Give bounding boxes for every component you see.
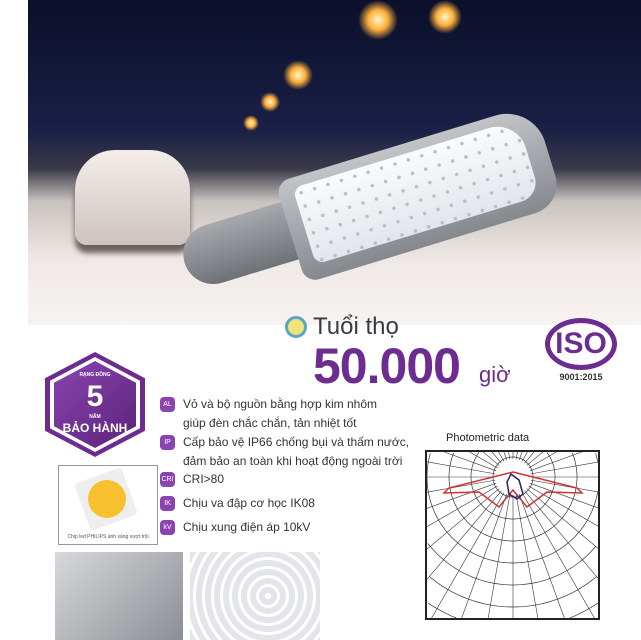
- feature-item: [160, 494, 315, 513]
- polar-grid-spoke: [530, 452, 582, 471]
- polar-grid-ring: [428, 544, 596, 586]
- polar-grid-spoke: [470, 452, 498, 468]
- feature-text: Cấp bảo vệ IP66 chống bụi và thấm nước,: [183, 435, 410, 449]
- polar-grid-spoke: [530, 483, 598, 508]
- lifetime-unit: giờ: [479, 362, 511, 387]
- warranty-badge: [45, 352, 145, 457]
- surge-icon: kV: [160, 520, 175, 535]
- polar-grid-spoke: [427, 462, 495, 474]
- waterproof-shield-icon: IP: [160, 435, 175, 450]
- lifetime-label: Tuổi thọ: [313, 313, 399, 340]
- lifetime-icon: [285, 316, 307, 338]
- detail-thumbnail-mount: [55, 552, 183, 640]
- polar-grid-spoke: [427, 480, 495, 492]
- polar-grid-spoke: [444, 452, 496, 471]
- polar-grid-spoke: [531, 462, 598, 474]
- iso-standard: 9001:2015: [559, 372, 603, 382]
- warranty-years: 5: [86, 380, 104, 413]
- polar-grid-spoke: [483, 452, 499, 465]
- iso-logo: ISO: [545, 318, 617, 370]
- photometric-polar-diagram: [425, 450, 600, 620]
- polar-grid-spoke: [525, 452, 534, 463]
- feature-text: Vỏ và bộ nguồn bằng hợp kim nhôm: [183, 397, 377, 411]
- feature-text: đảm bảo an toàn khi hoạt động ngoài trời: [183, 454, 403, 468]
- polar-grid-spoke: [492, 452, 501, 463]
- philips-led-chip-image: [58, 465, 158, 545]
- polar-grid-spoke: [519, 494, 564, 618]
- polar-grid-spoke: [531, 480, 598, 492]
- photometric-title: Photometric data: [446, 432, 530, 444]
- cri-icon: CRI: [160, 472, 175, 487]
- feature-text: Chịu va đập cơ học IK08: [183, 496, 315, 510]
- polar-grid-spoke: [527, 452, 543, 465]
- polar-grid-spoke: [529, 452, 557, 468]
- alloy-shield-icon: AL: [160, 397, 175, 412]
- warranty-label: BẢO HÀNH: [62, 421, 128, 435]
- polar-grid-spoke: [499, 452, 504, 461]
- polar-grid-spoke: [509, 452, 510, 459]
- impact-icon: IK: [160, 496, 175, 511]
- lifetime-value: 50.000: [313, 338, 460, 394]
- feature-item: [160, 518, 310, 537]
- feature-item: [160, 395, 377, 433]
- feature-item: [160, 433, 409, 471]
- warranty-brand: RẠNG ĐÔNG: [79, 372, 111, 378]
- polar-grid-spoke: [522, 452, 527, 461]
- polar-grid-spoke: [462, 494, 507, 618]
- feature-text: CRI>80: [183, 472, 225, 486]
- polar-grid-spoke: [527, 489, 598, 549]
- detail-thumbnail-lens: [190, 552, 320, 640]
- chip-caption: Chip led PHILIPS ánh sáng vượt trội: [67, 534, 149, 540]
- feature-item: [160, 470, 224, 489]
- polar-grid-ring: [427, 453, 598, 563]
- polar-grid-spoke: [427, 483, 496, 508]
- feature-text: Chịu xung điện áp 10kV: [183, 520, 311, 534]
- warranty-year-label: NĂM: [89, 414, 101, 420]
- snow-covered-car: [75, 150, 190, 245]
- polar-grid-spoke: [516, 452, 517, 459]
- feature-text: giúp đèn chắc chắn, tản nhiệt tốt: [183, 416, 357, 430]
